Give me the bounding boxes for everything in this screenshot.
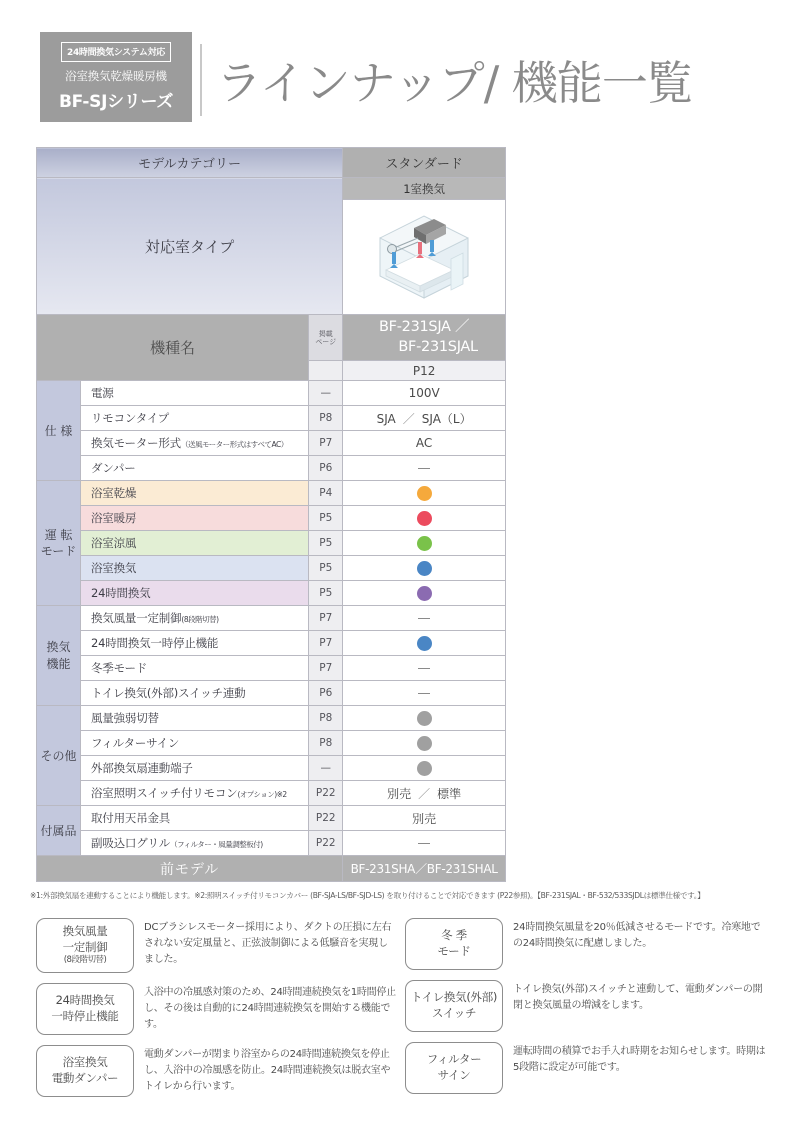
feature-item [405, 1042, 766, 1094]
row-page-ref: P5 [309, 556, 343, 581]
feature-item [405, 980, 766, 1032]
row-page-ref: P5 [309, 506, 343, 531]
table-row [37, 631, 506, 656]
row-page-ref: P7 [309, 631, 343, 656]
row-label: 冬季モード [81, 656, 309, 681]
row-page-ref: P7 [309, 606, 343, 631]
badge-series-name: BF-SJシリーズ [58, 92, 174, 112]
table-row [37, 506, 506, 531]
row-value [343, 681, 506, 706]
feature-column-left [36, 918, 397, 1097]
feature-badge-line: トイレ換気(外部) [410, 990, 498, 1005]
table-row [37, 681, 506, 706]
row-label: 風量強弱切替 [81, 706, 309, 731]
row-page-ref: P22 [309, 806, 343, 831]
row-value-a: 別売 [387, 786, 412, 801]
row-value [343, 581, 506, 606]
status-dot [417, 736, 432, 751]
row-label: 取付用天吊金具 [81, 806, 309, 831]
row-label: 浴室暖房 [81, 506, 309, 531]
feature-description-area [36, 918, 766, 1097]
table-row [37, 381, 506, 406]
model-name-secondary: BF-231SJAL [398, 338, 478, 355]
row-label: リモコンタイプ [81, 406, 309, 431]
feature-badge-line: 浴室換気 [62, 1054, 108, 1069]
row-value-b: 標準 [437, 786, 462, 801]
group-label: 運 転 モード [37, 481, 81, 606]
not-available-dash [418, 693, 430, 694]
feature-badge-note: (8段階切替) [63, 955, 107, 966]
feature-badge-line: 電動ダンパー [51, 1070, 119, 1085]
row-page-ref: P7 [309, 656, 343, 681]
model-name-label: 機種名 [37, 315, 309, 381]
row-label-sub: (オプション)※2 [237, 790, 287, 800]
row-value [343, 731, 506, 756]
row-page-ref: P6 [309, 681, 343, 706]
feature-badge-line: フィルター [426, 1052, 482, 1067]
model-name-row [37, 315, 506, 361]
not-available-dash [418, 668, 430, 669]
specification-table [36, 147, 506, 882]
row-label: 24時間換気一時停止機能 [81, 631, 309, 656]
not-available-dash [418, 468, 430, 469]
table-row [37, 531, 506, 556]
row-page-ref: — [309, 756, 343, 781]
status-dot [417, 761, 432, 776]
row-value [343, 531, 506, 556]
row-page-ref: P8 [309, 731, 343, 756]
model-page-value: P12 [343, 361, 506, 381]
row-value: AC [343, 431, 506, 456]
feature-badge-line: モード [437, 944, 471, 958]
row-label: 浴室換気 [81, 556, 309, 581]
value-separator: ／ [402, 411, 415, 426]
table-row [37, 731, 506, 756]
table-row [37, 581, 506, 606]
row-label: 副吸込口グリル（フィルター・風量調整板付) [81, 831, 309, 856]
table-row [37, 706, 506, 731]
table-row [37, 456, 506, 481]
roomtype-illustration-cell [343, 200, 506, 315]
row-label: 24時間換気 [81, 581, 309, 606]
row-label: 浴室照明スイッチ付リモコン(オプション)※2 [81, 781, 309, 806]
table-row [37, 781, 506, 806]
feature-description: DCブラシレスモーター採用により、ダクトの圧損に左右されない安定風量と、正弦波制御による低騒音を実現しました。 [144, 922, 392, 966]
row-page-ref: P5 [309, 531, 343, 556]
status-dot [417, 486, 432, 501]
status-dot [417, 561, 432, 576]
row-value [343, 631, 506, 656]
table-row [37, 656, 506, 681]
group-label: 付属品 [37, 806, 81, 856]
table-row [37, 606, 506, 631]
model-name-value [343, 315, 506, 361]
row-value [343, 706, 506, 731]
product-badge-block [40, 32, 192, 122]
not-available-dash [418, 843, 430, 844]
row-value [343, 831, 506, 856]
table-row [37, 831, 506, 856]
table-footer-rows [37, 856, 506, 882]
row-label: フィルターサイン [81, 731, 309, 756]
group-label: その他 [37, 706, 81, 806]
table-row [37, 806, 506, 831]
prev-model-value: BF-231SHA／BF-231SHAL [343, 856, 506, 882]
row-label: 浴室涼風 [81, 531, 309, 556]
status-dot [417, 711, 432, 726]
row-value [343, 781, 506, 806]
row-page-ref: P8 [309, 706, 343, 731]
feature-column-right [405, 918, 766, 1097]
feature-description: 運転時間の積算でお手入れ時期をお知らせします。時期は5段階に設定が可能です。 [513, 1046, 766, 1074]
keisai-page-label [309, 315, 343, 361]
row-label: 外部換気扇連動端子 [81, 756, 309, 781]
row-label-sub: (8段階切替) [181, 615, 219, 625]
badge-system-label: 24時間換気システム対応 [61, 42, 171, 62]
roomtype-label: 対応室タイプ [37, 178, 343, 315]
onestage-label: 1室換気 [343, 178, 506, 200]
feature-badge-line: 冬 季 [441, 928, 467, 943]
row-label-sub: （送風モーター形式はすべてAC） [180, 440, 288, 450]
row-value [343, 406, 506, 431]
table-row [37, 481, 506, 506]
model-name-primary: BF-231SJA [379, 319, 451, 335]
group-label: 換気 機能 [37, 606, 81, 706]
prev-model-label: 前モデル [37, 856, 343, 882]
onestage-row [37, 178, 506, 200]
table-row [37, 756, 506, 781]
row-page-ref: P7 [309, 431, 343, 456]
row-label: 電源 [81, 381, 309, 406]
bathroom-isometric-icon [358, 204, 490, 306]
feature-badge-line: 換気風量 [62, 924, 108, 938]
badge-product-type: 浴室換気乾燥暖房機 [65, 69, 167, 83]
row-page-ref: P22 [309, 831, 343, 856]
table-row [37, 431, 506, 456]
feature-item [405, 918, 766, 970]
keisai-line1: 掲載 [318, 329, 333, 338]
table-row [37, 556, 506, 581]
row-page-ref: P8 [309, 406, 343, 431]
feature-badge [36, 1045, 134, 1097]
model-page-blank [309, 361, 343, 381]
row-label: 浴室乾燥 [81, 481, 309, 506]
row-value [343, 556, 506, 581]
feature-badge-line: 24時間換気 [55, 992, 115, 1007]
page-title: ラインナップ/ 機能一覧 [216, 56, 692, 110]
table-header-row [37, 148, 506, 178]
row-page-ref: — [309, 381, 343, 406]
status-dot [417, 536, 432, 551]
row-page-ref: P4 [309, 481, 343, 506]
row-label: ダンパー [81, 456, 309, 481]
model-category-header: モデルカテゴリー [37, 148, 343, 178]
feature-badge [405, 980, 503, 1032]
value-separator: ／ [418, 786, 431, 801]
row-label: トイレ換気(外部)スイッチ連動 [81, 681, 309, 706]
row-label-sub: （フィルター・風量調整板付) [170, 840, 263, 850]
feature-item [36, 1045, 397, 1097]
row-label: 換気モーター形式（送風モーター形式はすべてAC） [81, 431, 309, 456]
status-dot [417, 586, 432, 601]
row-page-ref: P22 [309, 781, 343, 806]
feature-description: 24時間換気風量を20％低減させるモードです。冷寒地での24時間換気に配慮しました。 [513, 922, 761, 950]
page-header [0, 0, 800, 140]
row-page-ref: P6 [309, 456, 343, 481]
not-available-dash [418, 618, 430, 619]
standard-column-header: スタンダード [343, 148, 506, 178]
row-value-a: SJA [376, 411, 396, 426]
feature-badge-line: 一時停止機能 [51, 1008, 119, 1023]
feature-description: トイレ換気(外部)スイッチと連動して、電動ダンパーの開閉と換気風量の増減をします。 [513, 984, 763, 1012]
feature-badge-line: サイン [437, 1068, 471, 1082]
row-value: 100V [343, 381, 506, 406]
row-value [343, 506, 506, 531]
row-value [343, 481, 506, 506]
page-title-wrap [200, 44, 692, 116]
feature-badge [405, 918, 503, 970]
table-body [37, 148, 506, 381]
feature-description: 電動ダンパーが閉まり浴室からの24時間連続換気を停止し、入浴中の冷風感を防止。24時間連続換気は脱衣室やトイレから行います。 [144, 1048, 391, 1092]
row-label: 換気風量一定制御(8段階切替) [81, 606, 309, 631]
footnote-text: ※1:外部換気扇を連動することにより機能します。※2:照明スイッチ付リモコンカバー (BF-SJA-LS/BF-SJD-LS) を取り付けることで対応できます (P22参照)。【BF-231SJAL・BF-532/533SJDLは標準仕様です。】 [30, 891, 705, 900]
feature-item [36, 983, 397, 1035]
row-value [343, 606, 506, 631]
model-name-slash: ／ [455, 319, 470, 335]
row-value [343, 456, 506, 481]
table-row [37, 406, 506, 431]
row-value [343, 656, 506, 681]
keisai-line2: ページ [315, 337, 337, 346]
feature-badge-line: 一定制御 [62, 939, 108, 954]
feature-badge [36, 918, 134, 973]
feature-badge-line: スイッチ [431, 1006, 477, 1020]
row-value [343, 756, 506, 781]
feature-badge [36, 983, 134, 1035]
row-value-b: SJA（L） [421, 411, 472, 426]
status-dot [417, 636, 432, 651]
status-dot [417, 511, 432, 526]
prev-model-row [37, 856, 506, 882]
feature-description: 入浴中の冷風感対策のため、24時間連続換気を1時間停止し、その後は自動的に24時間連続換気を開始する機能です。 [144, 986, 396, 1030]
row-page-ref: P5 [309, 581, 343, 606]
feature-item [36, 918, 397, 973]
feature-badge [405, 1042, 503, 1094]
group-label: 仕 様 [37, 381, 81, 481]
row-value: 別売 [343, 806, 506, 831]
table-group-rows [37, 381, 506, 856]
